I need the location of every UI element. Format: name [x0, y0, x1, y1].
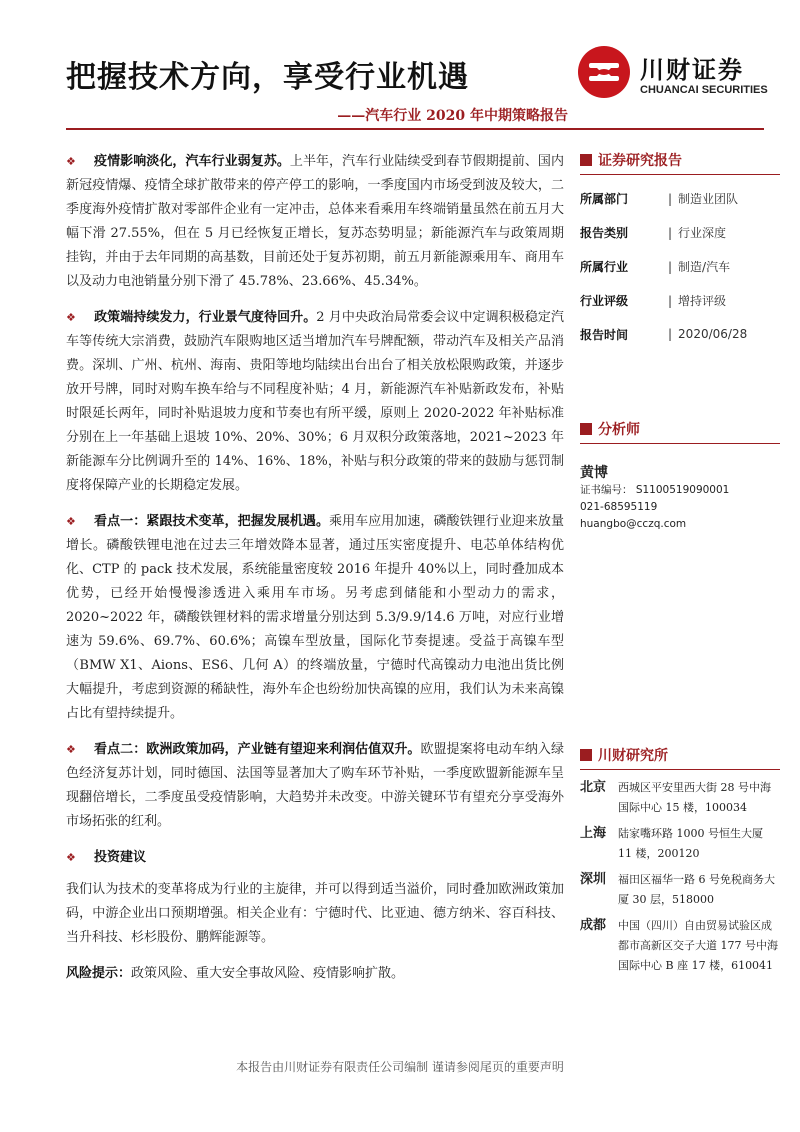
analyst-email[interactable]: huangbo@cczq.com	[580, 518, 687, 530]
analyst-phone: 021-68595119	[580, 501, 658, 513]
diamond-bullet-icon: ❖	[66, 311, 76, 324]
info-row-date: 报告时间 | 2020/06/28	[580, 317, 780, 351]
paragraph-lead: 看点二：欧洲政策加码，产业链有望迎来利润估值双升。	[94, 742, 421, 757]
info-row-department: 所属部门 | 制造业团队	[580, 181, 780, 215]
paragraph-policy	[66, 306, 564, 498]
report-subtitle: ——汽车行业 2020 年中期策略报告	[337, 108, 568, 124]
paragraph-lead: 看点一：紧跟技术变革，把握发展机遇。	[94, 514, 330, 529]
analyst-name: 黄博	[580, 465, 608, 481]
risk-text: 政策风险、重大安全事故风险、疫情影响扩散。	[131, 966, 405, 981]
paragraph-industry-recovery	[66, 150, 564, 294]
main-content	[66, 150, 564, 998]
info-row-industry: 所属行业 | 制造/汽车	[580, 249, 780, 283]
analyst-license: 证书编号： S1100519090001	[580, 484, 730, 496]
risk-disclosure	[66, 962, 564, 986]
section-header-institute: 川财研究所	[580, 745, 780, 770]
square-bullet-icon	[580, 423, 592, 435]
square-bullet-icon	[580, 749, 592, 761]
office-beijing: 北京 西城区平安里西大街 28 号中海国际中心 15 楼，100034	[580, 780, 771, 814]
logo-mark-icon	[578, 46, 630, 98]
risk-label: 风险提示：	[66, 966, 132, 981]
report-title: 把握技术方向，享受行业机遇	[66, 60, 469, 95]
paragraph-text: 欧盟提案将电动车纳入绿色经济复苏计划，同时德国、法国等显著加大了购车环节补贴，一季度欧盟新能源车呈现翻倍增长，二季度虽受疫情影响，大趋势并未改变。中游关键环节有望充分享受海外市场拓张的红利。	[66, 742, 564, 829]
logo-text-en: CHUANCAI SECURITIES	[640, 84, 768, 96]
paragraph-text: 2 月中央政治局常委会议中定调积极稳定汽车等传统大宗消费，鼓励汽车限购地区适当增加汽车号牌配额，带动汽车及相关产品消费。深圳、广州、杭州、海南、贵阳等地均陆续出台出台了相关放松限购政策，并逐步放开号牌，同时对购车换车给与不同程度补贴；4 月，新能源汽车补贴新政发布，补贴时限延长两年，同时补贴退坡力度和节奏也有所平缓，原则上 2020-2022 年补贴标准分别在上一年基础上退坡 10%、20%、30%；6 月双积分政策落地，2021~2023 年新能源车分比例调升至的 14%、16%、18%，补贴与积分政策的带来的鼓励与惩罚制度将保障产业的长期稳定发展。	[66, 310, 564, 493]
paragraph-highlight-one	[66, 510, 564, 726]
investment-text: 我们认为技术的变革将成为行业的主旋律，并可以得到适当溢价，同时叠加欧洲政策加码，中游企业出口预期增强。相关企业有：宁德时代、比亚迪、德方纳米、容百科技、当升科技、杉杉股份、鹏辉能源等。	[66, 882, 564, 945]
section-header-analyst: 分析师	[580, 419, 780, 444]
paragraph-lead: 政策端持续发力，行业景气度待回升。	[94, 310, 317, 325]
section-header-report: 证券研究报告	[580, 150, 780, 175]
info-row-category: 报告类别 | 行业深度	[580, 215, 780, 249]
sidebar	[580, 150, 780, 982]
paragraph-text: 乘用车应用加速，磷酸铁锂行业迎来放量增长。磷酸铁锂电池在过去三年增效降本显著，通过压实密度提升、电芯单体结构优化、CTP 的 pack 技术发展，系统能量密度较 2016 年提升 40%以上，同时叠加成本优势，已经开始慢慢渗透进入乘用车市场。另考虑到储能和小型动力的需求，2020~2022 年，磷酸铁锂材料的需求增量分别达到 5.3/9.9/14.6 万吨，对应行业增速为 59.6%、69.7%、60.6%；高镍车型放量，国际化节奏提速。受益于高镍车型（BMW X1、Aions、ES6、几何 A）的终端放量，宁德时代高镍动力电池出货比例大幅提升，考虑到资源的稀缺性，海外车企也纷纷加快高镍的应用，我们认为未来高镍占比有望持续提升。	[66, 514, 564, 721]
paragraph-highlight-two	[66, 738, 564, 834]
company-logo	[578, 44, 778, 104]
paragraph-lead: 疫情影响淡化，汽车行业弱复苏。	[94, 154, 290, 169]
investment-heading: ❖ 投资建议	[66, 846, 564, 870]
office-chengdu: 成都 中国（四川）自由贸易试验区成都市高新区交子大道 177 号中海国际中心 B 座 17 楼，610041	[580, 918, 778, 972]
square-bullet-icon	[580, 154, 592, 166]
logo-text-cn: 川财证券	[640, 56, 744, 84]
diamond-bullet-icon: ❖	[66, 515, 76, 528]
office-shanghai: 上海 陆家嘴环路 1000 号恒生大厦 11 楼，200120	[580, 826, 763, 860]
paragraph-text: 上半年，汽车行业陆续受到春节假期提前、国内新冠疫情爆、疫情全球扩散带来的停产停工的影响，一季度国内市场受到波及较大，二季度海外疫情扩散对零部件企业有一定冲击，总体来看乘用车终端销量虽然在前五月大幅下滑 27.55%，但在 5 月已经恢复正增长，复苏态势明显；新能源汽车与政策周期挂钩，并由于去年同期的高基数，目前还处于复苏初期，前五月新能源乘用车、商用车以及动力电池销量分别下滑了 45.78%、23.66%、45.34%。	[66, 154, 564, 289]
info-row-rating: 行业评级 | 增持评级	[580, 283, 780, 317]
office-shenzhen: 深圳 福田区福华一路 6 号免税商务大厦 30 层，518000	[580, 872, 775, 906]
header-divider	[66, 128, 764, 130]
page-footer: 本报告由川财证券有限责任公司编制 谨请参阅尾页的重要声明	[236, 1060, 564, 1074]
diamond-bullet-icon: ❖	[66, 743, 76, 756]
diamond-bullet-icon: ❖	[66, 851, 76, 864]
diamond-bullet-icon: ❖	[66, 155, 76, 168]
